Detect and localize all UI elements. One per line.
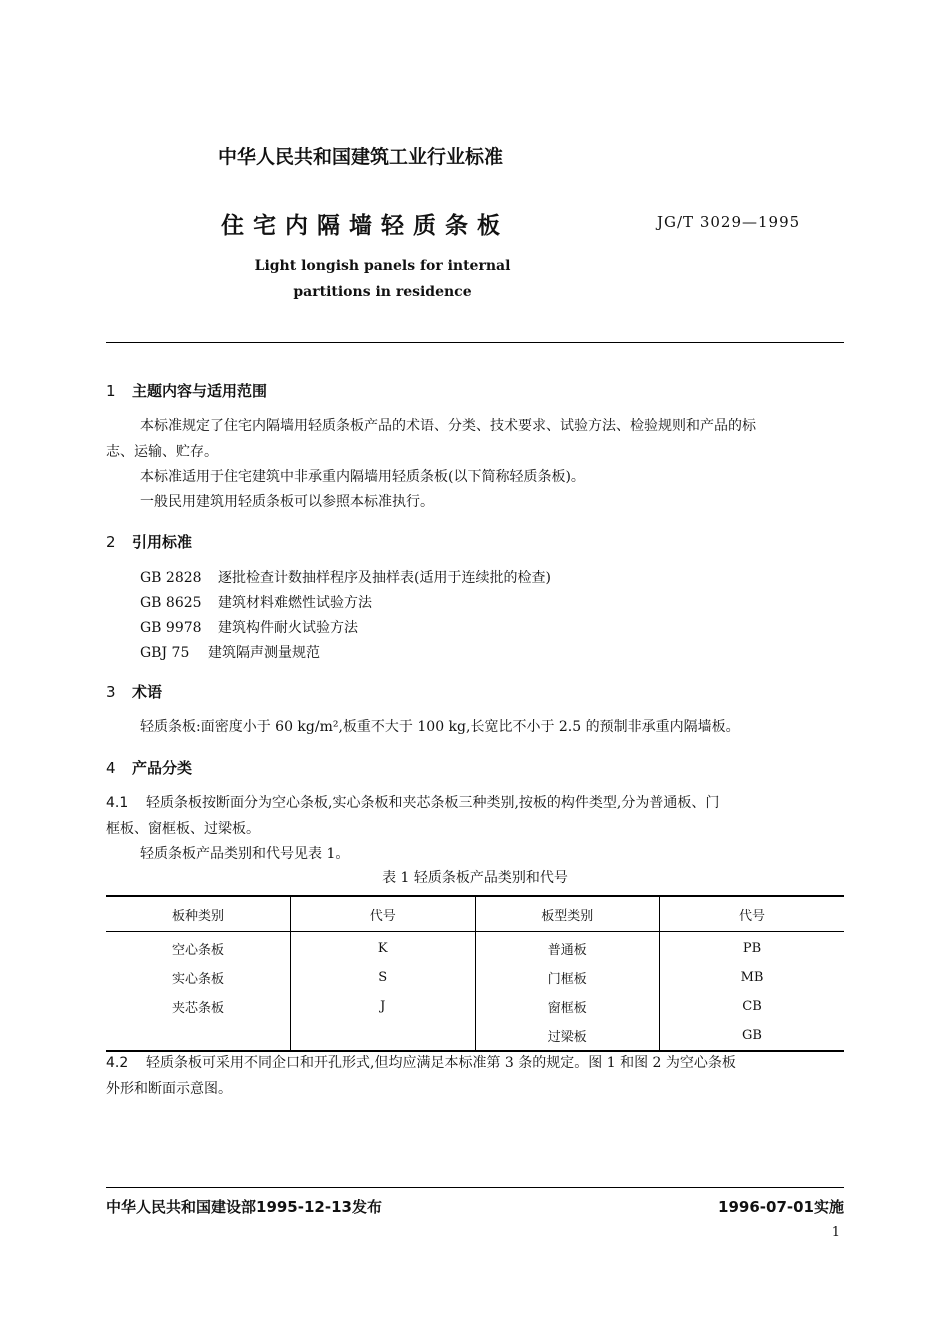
table-cell [106,1021,291,1051]
table-header-cell: 代号 [291,896,476,932]
table-row [106,963,844,992]
reference-item [140,592,372,612]
table-cell: GB [660,1021,845,1051]
section-3-number: 3 [106,683,116,701]
reference-item [140,567,551,587]
table-cell: PB [660,932,845,964]
table-cell: S [291,963,476,992]
table-1-caption: 表 1 轻质条板产品类别和代号 [382,870,568,886]
clause-4-2-number: 4.2 [106,1055,129,1071]
reference-code: GB 8625 [140,595,202,611]
table-cell: 门框板 [475,963,660,992]
section-3-paragraph: 轻质条板:面密度小于 60 kg/m²,板重不大于 100 kg,长宽比不小于 2.5 的预制非承重内隔墙板。 [140,719,740,735]
section-1-paragraph-3: 一般民用建筑用轻质条板可以参照本标准执行。 [140,494,434,510]
reference-code: GB 9978 [140,620,202,636]
section-1-heading [106,380,267,401]
table-cell: J [291,992,476,1021]
section-3-title: 术语 [132,683,163,701]
clause-4-1-paragraph-2: 轻质条板产品类别和代号见表 1。 [140,846,350,862]
reference-item [140,617,358,637]
header-divider [106,342,844,343]
document-code: JG/T 3029—1995 [657,213,801,231]
reference-code: GBJ 75 [140,645,190,661]
reference-name: 逐批检查计数抽样程序及抽样表(适用于连续批的检查) [218,570,551,586]
table-cell: 夹芯条板 [171,1001,224,1016]
table-header-row [106,896,844,932]
table-header-cell: 代号 [660,896,845,932]
reference-name: 建筑构件耐火试验方法 [218,620,358,636]
section-4-title: 产品分类 [132,759,193,777]
table-cell: 实心条板 [171,972,224,987]
reference-name: 建筑隔声测量规范 [208,645,320,661]
section-1-paragraph-1-line-1: 本标准规定了住宅内隔墙用轻质条板产品的术语、分类、技术要求、试验方法、检验规则和产品的标 [140,418,756,434]
reference-code: GB 2828 [140,570,202,586]
section-2-heading [106,531,192,552]
reference-item [140,642,320,662]
table-cell: MB [660,963,845,992]
table-row [106,932,844,964]
table-cell: K [291,932,476,964]
english-title-line-2: partitions in residence [293,284,472,300]
section-3-heading [106,681,162,702]
table-1 [106,895,844,1052]
document-title: 住宅内隔墙轻质条板 [221,213,509,239]
section-2-number: 2 [106,533,116,551]
clause-4-2-line-1 [106,1051,736,1075]
reference-name: 建筑材料难燃性试验方法 [218,595,372,611]
table-cell: 空心条板 [171,943,224,958]
section-1-title: 主题内容与适用范围 [132,382,268,400]
clause-4-1-text: 轻质条板按断面分为空心条板,实心条板和夹芯条板三种类别,按板的构件类型,分为普通板、门 [146,795,720,811]
effective-date: 1996-07-01实施 [718,1198,844,1216]
table-header-cell: 板型类别 [475,896,660,932]
section-4-heading [106,757,192,778]
table-row [106,992,844,1021]
footer-divider [106,1187,844,1188]
section-4-number: 4 [106,759,116,777]
table-cell: 普通板 [475,932,660,964]
clause-4-1-number: 4.1 [106,795,129,811]
clause-4-1-line-1 [106,791,719,815]
table-cell: 窗框板 [475,992,660,1021]
section-1-paragraph-2: 本标准适用于住宅建筑中非承重内隔墙用轻质条板(以下简称轻质条板)。 [140,469,585,485]
table-cell: 过梁板 [475,1021,660,1051]
issued-date: 中华人民共和国建设部1995-12-13发布 [106,1198,382,1216]
clause-4-2-text: 轻质条板可采用不同企口和开孔形式,但均应满足本标准第 3 条的规定。图 1 和图 2 为空心条板 [146,1055,736,1071]
section-2-title: 引用标准 [132,533,193,551]
table-cell: CB [660,992,845,1021]
clause-4-2-line-2: 外形和断面示意图。 [106,1081,232,1097]
section-1-paragraph-1-line-2: 志、运输、贮存。 [106,444,218,460]
table-cell [291,1021,476,1051]
standard-title: 中华人民共和国建筑工业行业标准 [218,146,504,168]
table-header-cell: 板种类别 [106,896,291,932]
clause-4-1-line-2: 框板、窗框板、过梁板。 [106,821,260,837]
table-row [106,1021,844,1051]
english-title-line-1: Light longish panels for internal [254,258,511,274]
page-number: 1 [831,1225,840,1240]
section-1-number: 1 [106,382,116,400]
